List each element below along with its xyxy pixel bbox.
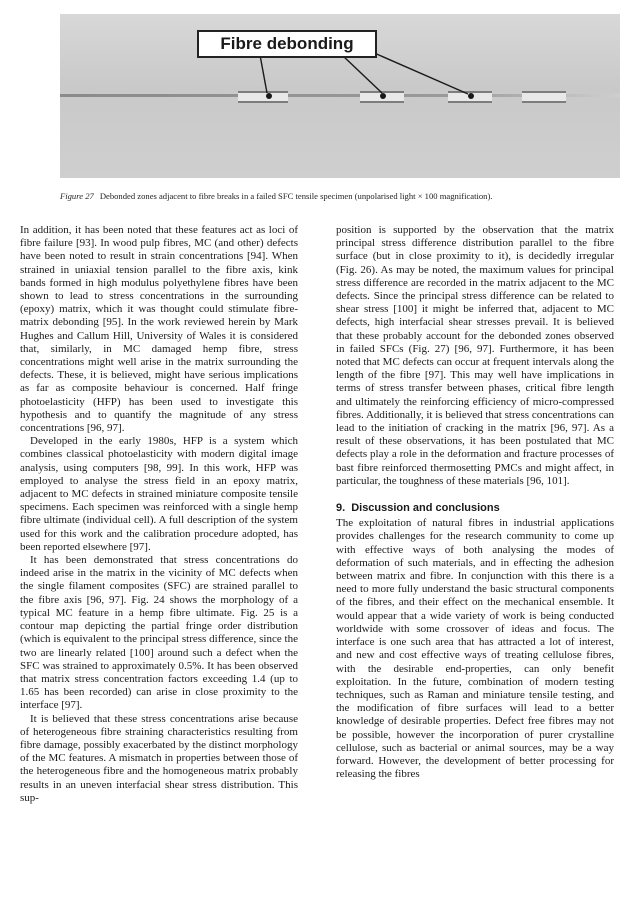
section-title: Discussion and conclusions bbox=[351, 502, 500, 515]
section-number: 9. bbox=[336, 502, 346, 515]
arrow-line bbox=[342, 55, 382, 93]
paragraph: In addition, it has been noted that these features act as loci of fibre failure [93]. In wood pulp fibres, MC (and other) defects have been noted to result in strain concentrations [94]. When strained in uniaxial tension parallel to the fibre axis, kink bands formed in high modulus polyethylene fibres have been shown to lead to stress concentrations in the surrounding (epoxy) matrix, which it was thought could stimulate fibre-matrix debonding [95]. In the work reviewed herein by Mark Hughes and Callum Hill, University of Wales it is considered that, similarly, in MC damaged hemp fibre, stress concentrations might well arise in the matrix surrounding the defects. These, it is believed, might have serious implications as far as composite behaviour is concerned. Half fringe photoelasticity (HFP) has been used to investigate this hypothesis and to quantify the magnitude of any stress concentrations [96, 97]. bbox=[20, 224, 298, 435]
arrow-line bbox=[372, 52, 468, 94]
section-heading bbox=[336, 502, 614, 515]
paragraph: position is supported by the observation that the matrix principal stress difference distribution parallel to the fibre surface (but in close proximity to it), is decidedly irregular (Fig. 26). As may be noted, the maximum values for principal stress difference are recorded in the matrix adjacent to the MC defects. Since the principal stress difference can be related to shear stress [100] it might be inferred that, adjacent to MC defects, high interfacial shear stresses prevail. It is believed that these probably account for the debonded zones observed in failed SFCs (Fig. 27) [96, 97]. Furthermore, it has been noted that MC defects can occur at frequent intervals along the length of the fibre [97]. This may well have implications in terms of stress transfer between phases, critical fibre length and ultimately the reinforcing efficiency of micro-compressed fibres. Additionally, it is believed that stress concentrations can lead to the initiation of cracking in the matrix [96, 97]. As a result of these observations, it has been postulated that MC defects play a role in the deformation and fracture processes of bast fibre reinforced thermosetting PMCs and might affect, in particular, the toughness of these materials [96, 101]. bbox=[336, 224, 614, 487]
paragraph: Developed in the early 1980s, HFP is a system which combines classical photoelasticity with modern digital image analysis, using computers [98, 99]. In this work, HFP was employed to analyse the stress field in an epoxy matrix, adjacent to MC defects in strained miniature composite tensile specimens. Each specimen was reinforced with a single hemp fibre ultimate (individual cell). A full description of the system used for this work and the calibration procedure adopted, has been reported elsewhere [97]. bbox=[20, 435, 298, 553]
figure-label: Fibre debonding bbox=[197, 30, 377, 58]
caption-text: Debonded zones adjacent to fibre breaks in a failed SFC tensile specimen (unpolarised light × 100 magnification). bbox=[99, 191, 493, 201]
paragraph: The exploitation of natural fibres in industrial applications provides challenges for the research community to come up with effective ways of both analysing the modes of deformation of such materials, and in effecting the adhesion between matrix and fibre. In conjunction with this there is a need to more fully understand the basic structural components of the fibres, and their effect on the mechanical ensemble. It would appear that a wide variety of work is being conducted worldwide with some crossover of ideas and focus. The interface is one such area that has attracted a lot of interest, and new and cost effective ways of treating cellulose fibres, with the desirable end-properties, can only benefit exploitation. In the future, combination of modern testing techniques, such as Raman and miniature tensile testing, and the modification of fibre surfaces will lead to a better knowledge of desirable properties. Defect free fibres may not be possible, however the incorporation of purer crystalline cellulose, such as bacterial or animal sources, may be a way forward. However, the development of better processing for releasing the fibres bbox=[336, 517, 614, 781]
right-column bbox=[336, 224, 614, 781]
caption-number: Figure 27 bbox=[60, 191, 94, 201]
left-column bbox=[20, 224, 298, 805]
paragraph: It has been demonstrated that stress concentrations do indeed arise in the matrix in the vicinity of MC defects when the single filament composites (SFC) are strained parallel to the fibre axis [96, 97]. Fig. 24 shows the morphology of a typical MC feature in a hemp fibre ultimate. Fig. 25 is a contour map depicting the partial fringe order distribution (which is equivalent to the principal stress difference, since the two are linearly related [100] around such a defect when the SFC was strained to approximately 0.5%. It has been observed that matrix stress concentration factors exceeding 1.4 (up to 1.65 has been recorded) can arise in close proximity to the interface [97]. bbox=[20, 554, 298, 712]
arrow-line bbox=[260, 55, 267, 93]
figure-micrograph bbox=[60, 14, 620, 178]
paragraph: It is believed that these stress concentrations arise because of heterogeneous fibre straining characteristics resulting from fibre damage, possibly exacerbated by the distinct morphology of the MC features. A mismatch in properties between those of the heterogeneous fibre and the homogeneous matrix probably results in an uneven interfacial shear stress distribution. This sup- bbox=[20, 712, 298, 804]
figure-caption bbox=[60, 190, 620, 202]
